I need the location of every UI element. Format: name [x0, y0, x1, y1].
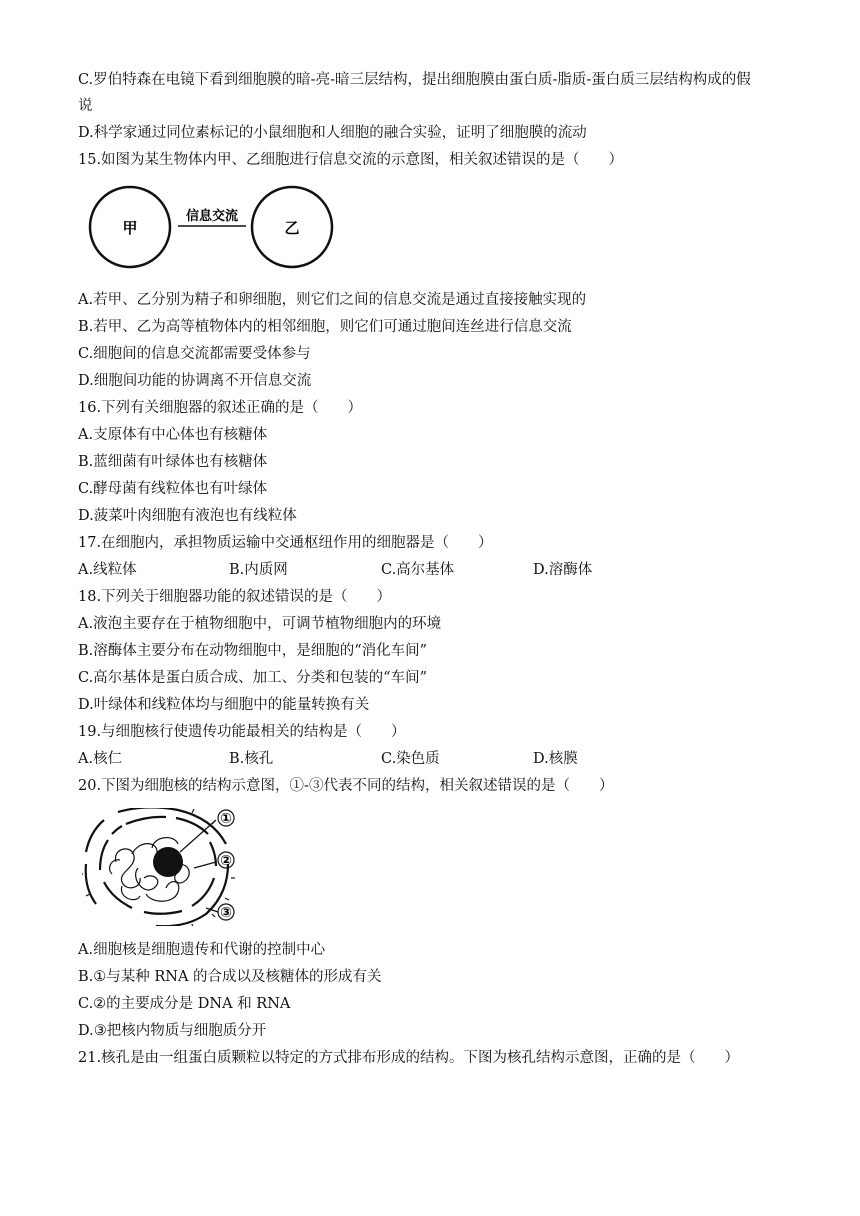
q16-option-b: B.蓝细菌有叶绿体也有核糖体 — [78, 454, 268, 470]
q15-option-d: D.细胞间功能的协调离不开信息交流 — [78, 373, 312, 389]
q19-option-b: B.核孔 — [229, 751, 274, 767]
q16-stem: 16.下列有关细胞器的叙述正确的是（ ） — [78, 400, 363, 416]
q19-option-d: D.核膜 — [533, 751, 578, 767]
q17-option-d: D.溶酶体 — [533, 562, 593, 578]
q15-option-c: C.细胞间的信息交流都需要受体参与 — [78, 346, 311, 362]
q16-option-a: A.支原体有中心体也有核糖体 — [78, 427, 268, 443]
nucleolus — [153, 847, 183, 877]
q14-option-c-line1: C.罗伯特森在电镜下看到细胞膜的暗-亮-暗三层结构，提出细胞膜由蛋白质-脂质-蛋白质三层结构构成的假 — [78, 72, 751, 88]
q18-option-c: C.高尔基体是蛋白质合成、加工、分类和包装的“车间” — [78, 670, 428, 686]
label-2: ② — [220, 853, 232, 869]
label-3: ③ — [220, 905, 232, 921]
q20-option-d: D.③把核内物质与细胞质分开 — [78, 1023, 267, 1039]
cell-yi-label: 乙 — [284, 219, 300, 237]
q14-option-d: D.科学家通过同位素标记的小鼠细胞和人细胞的融合实验，证明了细胞膜的流动 — [78, 125, 587, 141]
q16-option-c: C.酵母菌有线粒体也有叶绿体 — [78, 481, 268, 497]
info-exchange-label: 信息交流 — [185, 209, 239, 224]
q15-option-a: A.若甲、乙分别为精子和卵细胞，则它们之间的信息交流是通过直接接触实现的 — [78, 292, 587, 308]
cell-jia-label: 甲 — [122, 219, 138, 237]
q19-option-c: C.染色质 — [381, 751, 440, 767]
label-1: ① — [220, 811, 232, 827]
q17-stem: 17.在细胞内，承担物质运输中交通枢纽作用的细胞器是（ ） — [78, 535, 493, 551]
q14-option-c-line2: 说 — [78, 98, 93, 114]
q21-stem: 21.核孔是由一组蛋白质颗粒以特定的方式排布形成的结构。下图为核孔结构示意图，正确的是（ ） — [78, 1050, 740, 1066]
q15-cell-diagram — [80, 182, 340, 272]
q19-stem: 19.与细胞核行使遗传功能最相关的结构是（ ） — [78, 724, 406, 740]
q20-option-a: A.细胞核是细胞遗传和代谢的控制中心 — [78, 942, 326, 958]
q19-option-a: A.核仁 — [78, 751, 123, 767]
q15-option-b: B.若甲、乙为高等植物体内的相邻细胞，则它们可通过胞间连丝进行信息交流 — [78, 319, 572, 335]
q20-option-c: C.②的主要成分是 DNA 和 RNA — [78, 996, 291, 1012]
q20-option-b: B.①与某种 RNA 的合成以及核糖体的形成有关 — [78, 969, 382, 985]
q17-option-b: B.内质网 — [229, 562, 288, 578]
q18-stem: 18.下列关于细胞器功能的叙述错误的是（ ） — [78, 589, 392, 605]
q16-option-d: D.菠菜叶肉细胞有液泡也有线粒体 — [78, 508, 297, 524]
q15-stem: 15.如图为某生物体内甲、乙细胞进行信息交流的示意图，相关叙述错误的是（ ） — [78, 152, 624, 168]
q17-option-a: A.线粒体 — [78, 562, 137, 578]
q20-nucleus-diagram — [82, 808, 242, 926]
q20-stem: 20.下图为细胞核的结构示意图，①-③代表不同的结构，相关叙述错误的是（ ） — [78, 778, 614, 794]
q17-option-c: C.高尔基体 — [381, 562, 455, 578]
q18-option-a: A.液泡主要存在于植物细胞中，可调节植物细胞内的环境 — [78, 616, 442, 632]
q18-option-d: D.叶绿体和线粒体均与细胞中的能量转换有关 — [78, 697, 370, 713]
q18-option-b: B.溶酶体主要分布在动物细胞中，是细胞的“消化车间” — [78, 643, 428, 659]
